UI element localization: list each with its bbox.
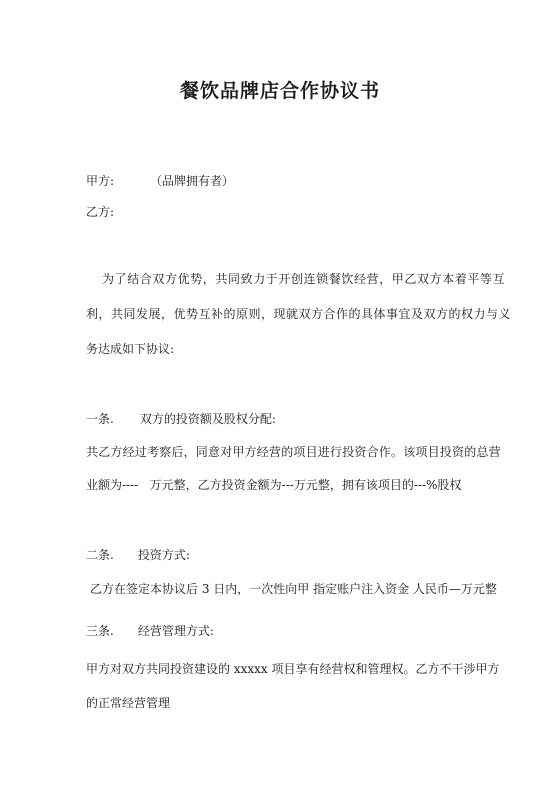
intro-line-2: 利，共同发展，优势互补的原则，现就双方合作的具体事宜及双方的权力与义 (86, 307, 512, 321)
article-3-line-1: 甲方对双方共同投资建设的 xxxxx 项目享有经营权和管理权。乙方不干涉甲方 (86, 662, 500, 676)
intro-line-1: 为了结合双方优势，共同致力于开创连锁餐饮经营，甲乙双方本着平等互 (102, 272, 506, 286)
party-b-label: 乙方: (86, 205, 115, 219)
article-3-number: 三条. (86, 624, 114, 638)
article-2-heading-row (86, 546, 190, 563)
article-2-line: 乙方在签定本协议后 3 日内，一次性向甲 指定账户注入资金 人民币—万元整 (90, 582, 497, 596)
article-1-line-1: 共乙方经过考察后，同意对甲方经营的项目进行投资合作。该项目投资的总营 (86, 445, 501, 459)
article-3-heading-row (86, 622, 214, 639)
article-1-number: 一条. (86, 412, 114, 426)
article-1-line-2: 业额为---- 万元整，乙方投资金额为---万元整，拥有该项目的---%股权 (86, 478, 462, 492)
article-1-heading: 双方的投资额及股权分配: (139, 412, 276, 426)
party-a-row (86, 172, 234, 189)
party-a-note: （品牌拥有者） (150, 174, 235, 188)
intro-line-3: 务达成如下协议: (86, 342, 175, 356)
article-2-heading: 投资方式: (137, 548, 190, 562)
article-1-heading-row (86, 410, 276, 427)
article-2-number: 二条. (86, 548, 114, 562)
article-3-line-2: 的正常经营管理 (86, 696, 171, 710)
article-3-heading: 经营管理方式: (137, 624, 214, 638)
document-title: 餐饮品牌店合作协议书 (179, 80, 380, 102)
party-a-label: 甲方: (86, 174, 115, 188)
